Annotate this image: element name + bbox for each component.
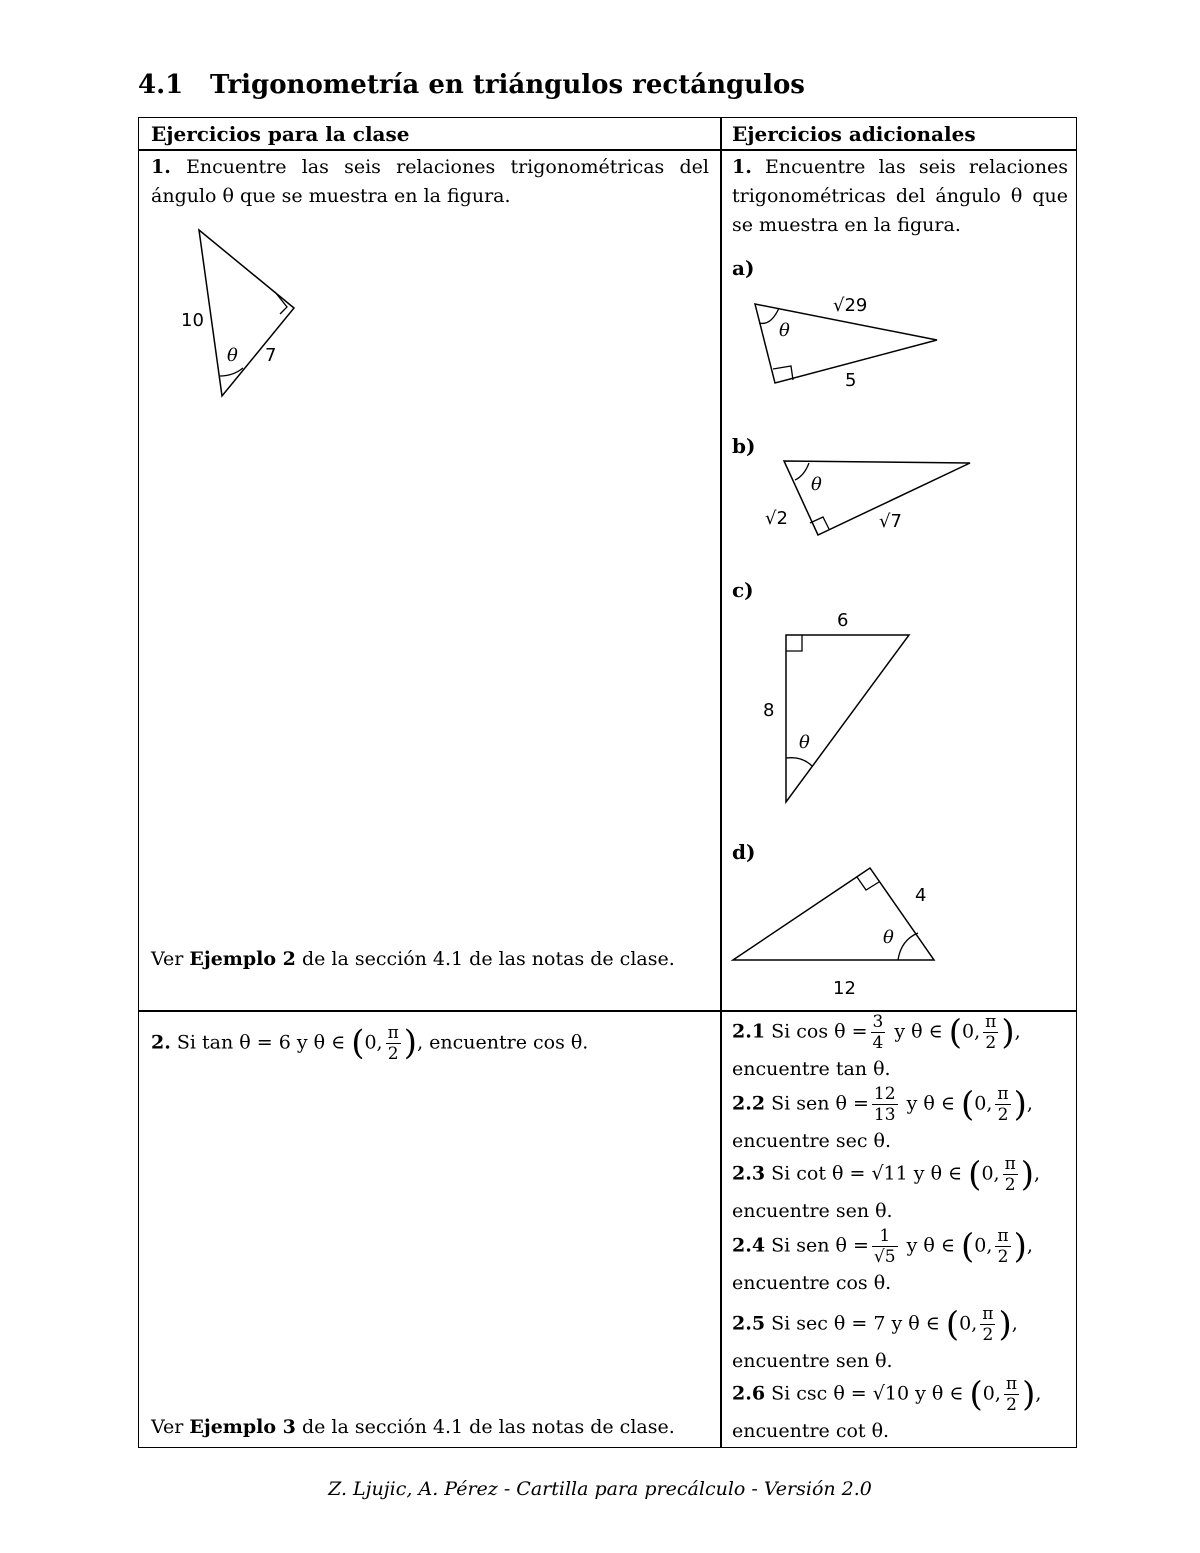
svg-text:6: 6 [837, 610, 849, 631]
svg-text:4: 4 [915, 885, 927, 906]
triangle-figure-d [139, 118, 1078, 1010]
additional-2-item-task: encuentre cos θ. [732, 1272, 892, 1294]
page-footer: Z. Ljujic, A. Pérez - Cartilla para precálculo - Versión 2.0 [328, 1478, 872, 1500]
additional-2-item: 2.4 Si sen θ = $\frac{1}{√5}$ y θ ∈ (0, $\frac{\pi}{2}$ ), [732, 1226, 1033, 1267]
svg-text:10: 10 [181, 310, 204, 331]
exercise-1-text: 1. Encuentre las seis relaciones trigonométricas del ángulo θ que se muestra en la figura. [151, 156, 709, 207]
additional-2-item: 2.2 Si sen θ = $\frac{12}{13}$ y θ ∈ (0, $\frac{\pi}{2}$ ), [732, 1084, 1033, 1125]
additional-2-item: 2.6 Si csc θ = √10 y θ ∈ (0, $\frac{\pi}{2}$ ), [732, 1374, 1042, 1415]
additional-2-item-task: encuentre cot θ. [732, 1420, 890, 1442]
svg-text:θ: θ [799, 732, 810, 753]
svg-text:θ: θ [779, 320, 790, 341]
additional-2-item-task: encuentre tan θ. [732, 1058, 891, 1080]
section-name: Trigonometría en triángulos rectángulos [210, 70, 805, 100]
label-c: c) [732, 578, 754, 602]
svg-text:θ: θ [811, 474, 822, 495]
header-right: Ejercicios adicionales [732, 122, 976, 146]
svg-text:5: 5 [845, 370, 857, 391]
additional-2-item-task: encuentre sec θ. [732, 1130, 891, 1152]
section-number: 4.1 [138, 70, 184, 100]
exercise-2-reference: Ver Ejemplo 3 de la sección 4.1 de las notas de clase. [151, 1416, 675, 1438]
additional-2-item: 2.3 Si cot θ = √11 y θ ∈ (0, $\frac{\pi}{2}$ ), [732, 1154, 1041, 1195]
label-d: d) [732, 840, 756, 864]
section-title [138, 70, 805, 100]
svg-text:θ: θ [227, 345, 238, 366]
svg-text:12: 12 [833, 978, 856, 999]
svg-text:√2: √2 [765, 508, 788, 529]
additional-2-item: 2.1 Si cos θ = $\frac{3}{4}$ y θ ∈ (0, $\frac{\pi}{2}$ ), [732, 1012, 1021, 1053]
header-left: Ejercicios para la clase [151, 122, 410, 146]
exercise-1-reference: Ver Ejemplo 2 de la sección 4.1 de las notas de clase. [151, 948, 675, 970]
label-a: a) [732, 256, 755, 280]
svg-text:θ: θ [883, 927, 894, 948]
svg-text:7: 7 [265, 345, 277, 366]
additional-2-item-task: encuentre sen θ. [732, 1350, 893, 1372]
svg-text:√29: √29 [833, 295, 868, 316]
additional-2-item: 2.5 Si sec θ = 7 y θ ∈ (0, $\frac{\pi}{2}$ ), [732, 1304, 1018, 1345]
label-b: b) [732, 434, 756, 458]
svg-text:√7: √7 [879, 511, 902, 532]
exercise-2-text: 2. Si tan θ = 6 y θ ∈ (0, $\frac{\pi}{2}$ ), encuentre cos θ. [151, 1023, 589, 1064]
svg-text:8: 8 [763, 700, 775, 721]
additional-1-text: 1. Encuentre las seis relaciones trigonométricas del ángulo θ que se muestra en la figura. [732, 156, 1068, 236]
additional-2-item-task: encuentre sen θ. [732, 1200, 893, 1222]
